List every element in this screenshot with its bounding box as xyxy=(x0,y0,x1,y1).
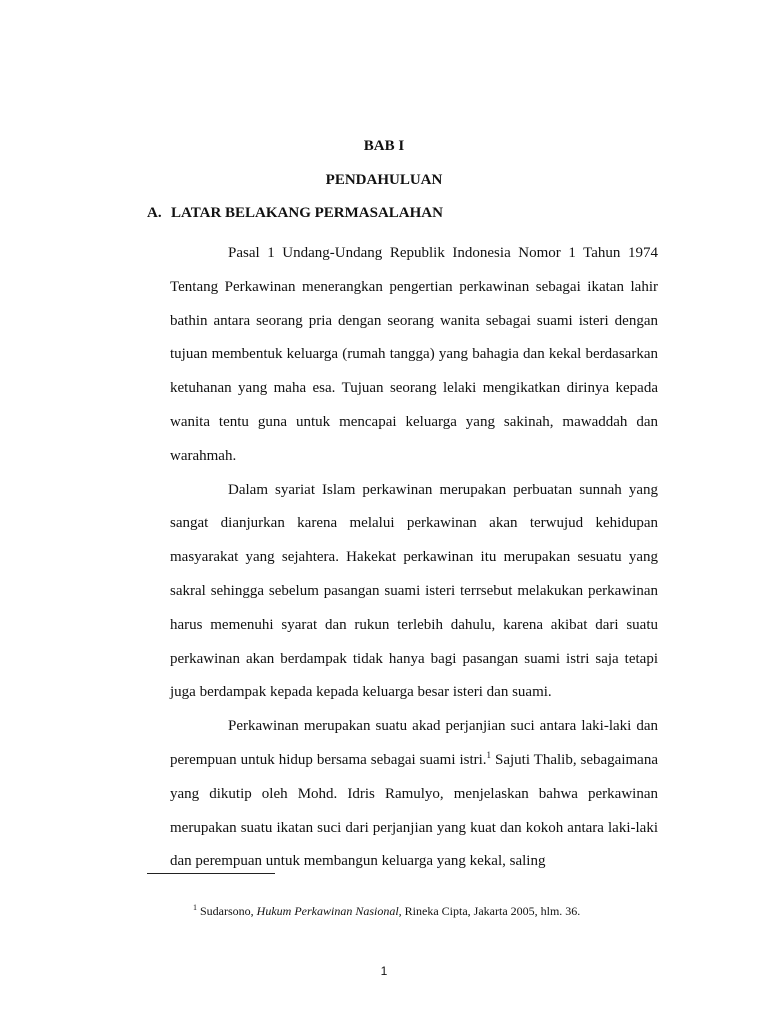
page-number: 1 xyxy=(380,964,388,978)
footnote xyxy=(193,904,580,919)
paragraph: Dalam syariat Islam perkawinan merupakan perbuatan sunnah yang sangat dianjurkan karena melalui perkawinan akan terwujud kehidupan masyarakat yang sejahtera. Hakekat perkawinan itu merupakan sesuatu yang sakral sehingga sebelum pasangan suami isteri terrsebut melakukan perkawinan harus memenuhi syarat dan rukun terlebih dahulu, karena akibat dari suatu perkawinan akan berdampak tidak hanya bagi pasangan suami istri saja tetapi juga berdampak kepada kepada keluarga besar isteri dan suami. xyxy=(170,481,658,701)
footnote-book-title: Hukum Perkawinan Nasional, xyxy=(256,904,402,918)
section-heading xyxy=(147,205,443,222)
footnote-author: Sudarsono, xyxy=(197,904,257,918)
section-number: A. xyxy=(147,205,162,221)
paragraph: Pasal 1 Undang-Undang Republik Indonesia Nomor 1 Tahun 1974 Tentang Perkawinan menerangkan pengertian perkawinan sebagai ikatan lahir bathin antara seorang pria dengan seorang wanita sebagai suami isteri dengan tujuan membentuk keluarga (rumah tangga) yang bahagia dan kekal berdasarkan ketuhanan yang maha esa. Tujuan seorang lelaki mengikatkan dirinya kepada wanita tentu guna untuk mencapai keluarga yang sakinah, mawaddah dan warahmah. xyxy=(170,245,658,464)
footnote-separator xyxy=(147,873,275,874)
footnote-mark: 1 xyxy=(193,903,197,912)
chapter-title: PENDAHULUAN xyxy=(325,172,443,188)
section-title: LATAR BELAKANG PERMASALAHAN xyxy=(171,205,443,221)
chapter-heading: BAB I xyxy=(363,138,405,154)
paragraph xyxy=(170,710,658,879)
body-text xyxy=(170,237,658,879)
footnote-reference[interactable]: 1 xyxy=(486,749,492,760)
paragraph-text: Sajuti Thalib, sebagaimana yang dikutip oleh Mohd. Idris Ramulyo, menjelaskan bahwa perkawinan merupakan suatu ikatan suci dari perjanjian yang kuat dan kokoh antara laki-laki dan perempuan untuk membangun keluarga yang kekal, saling xyxy=(170,751,658,870)
footnote-publication: Rineka Cipta, Jakarta 2005, hlm. 36. xyxy=(401,904,581,918)
paragraph-text: Perkawinan merupakan suatu akad perjanjian suci antara laki-laki dan perempuan untuk hidup bersama sebagai suami istri. xyxy=(170,718,658,768)
